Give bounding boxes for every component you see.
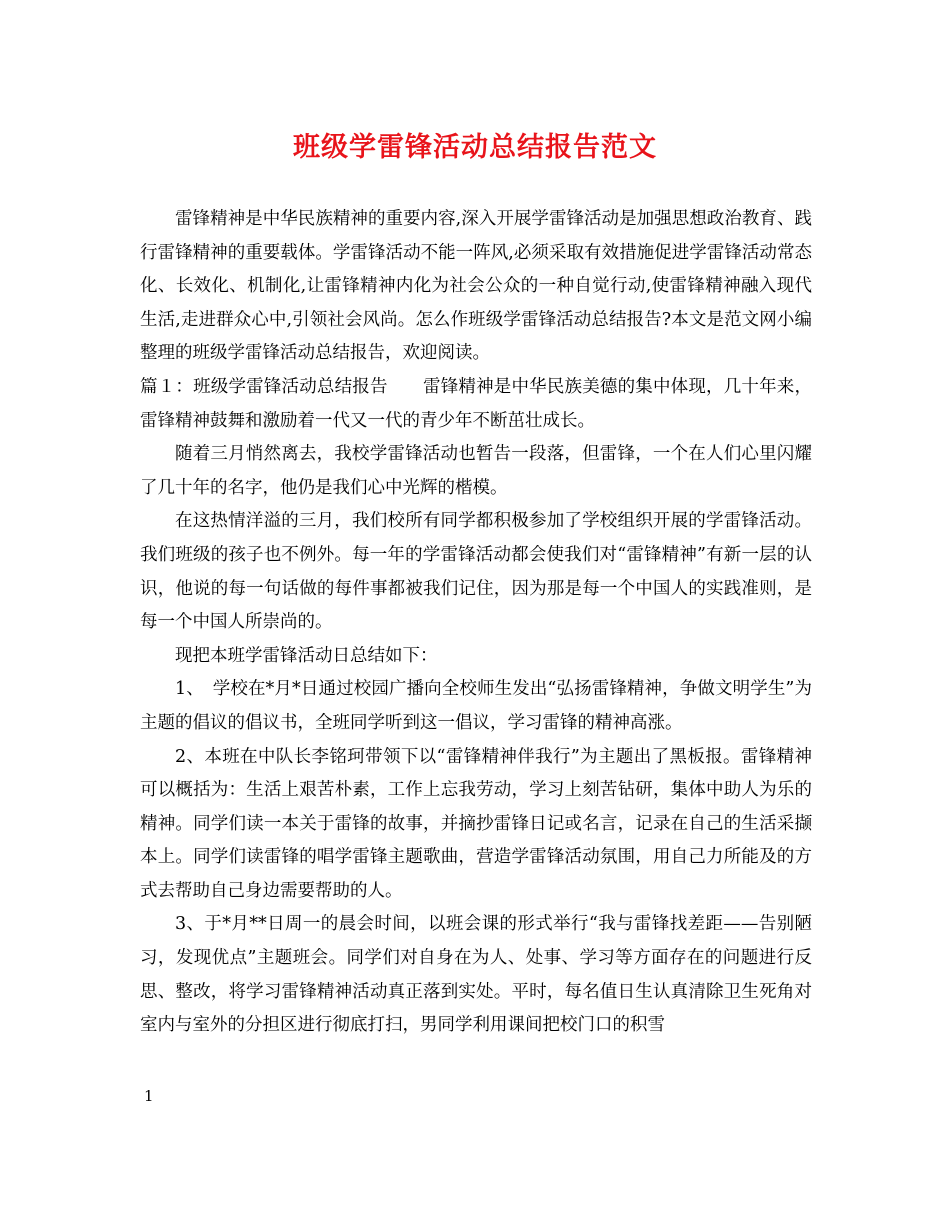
paragraph-intro: 雷锋精神是中华民族精神的重要内容,深入开展学雷锋活动是加强思想政治教育、践行雷锋精神的重要载体。学雷锋活动不能一阵风,必须采取有效措施促进学雷锋活动常态化、长效化、机制化,让雷锋精神内化为社会公众的一种自觉行动,使雷锋精神融入现代生活,走进群众心中,引领社会风尚。怎么作班级学雷锋活动总结报告?本文是范文网小编整理的班级学雷锋活动总结报告，欢迎阅读。: [140, 209, 812, 364]
document-title: 班级学雷锋活动总结报告范文: [293, 132, 657, 163]
page-number: 1: [144, 1087, 154, 1105]
document-body: [140, 203, 812, 1043]
paragraph-summary-lead: 现把本班学雷锋活动日总结如下：: [175, 645, 438, 666]
paragraph-activities: 在这热情洋溢的三月，我们校所有同学都积极参加了学校组织开展的学雷锋活动。我们班级的孩子也不例外。每一年的学雷锋活动都会使我们对“雷锋精神”有新一层的认识，他说的每一句话做的每件事都被我们记住，因为那是每一个中国人的实践准则，是每一个中国人所崇尚的。: [140, 511, 812, 633]
paragraph-item-3: 3、于*月**日周一的晨会时间，以班会课的形式举行“我与雷锋找差距——告别陋习，发现优点”主题班会。同学们对自身在为人、处事、学习等方面存在的问题进行反思、整改，将学习雷锋精神活动真正落到实处。平时，每名值日生认真清除卫生死角对室内与室外的分担区进行彻底打扫，男同学利用课间把校门口的积雪: [140, 914, 812, 1036]
paragraph-chapter-1: 篇１：班级学雷锋活动总结报告 雷锋精神是中华民族美德的集中体现，几十年来，雷锋精神鼓舞和激励着一代又一代的青少年不断茁壮成长。: [140, 376, 812, 431]
paragraph-item-2: 2、本班在中队长李铭珂带领下以“雷锋精神伴我行”为主题出了黑板报。雷锋精神可以概括为：生活上艰苦朴素，工作上忘我劳动，学习上刻苦钻研，集体中助人为乐的精神。同学们读一本关于雷锋的故事，并摘抄雷锋日记或名言，记录在自己的生活采撷本上。同学们读雷锋的唱学雷锋主题歌曲，营造学雷锋活动氛围，用自己力所能及的方式去帮助自己身边需要帮助的人。: [140, 746, 812, 901]
paragraph-item-1: 1、 学校在*月*日通过校园广播向全校师生发出“弘扬雷锋精神，争做文明学生”为主题的倡议的倡议书，全班同学听到这一倡议，学习雷锋的精神高涨。: [140, 679, 812, 733]
paragraph-march: 随着三月悄然离去，我校学雷锋活动也暂告一段落，但雷锋，一个在人们心里闪耀了几十年的名字，他仍是我们心中光辉的楷模。: [140, 444, 812, 498]
